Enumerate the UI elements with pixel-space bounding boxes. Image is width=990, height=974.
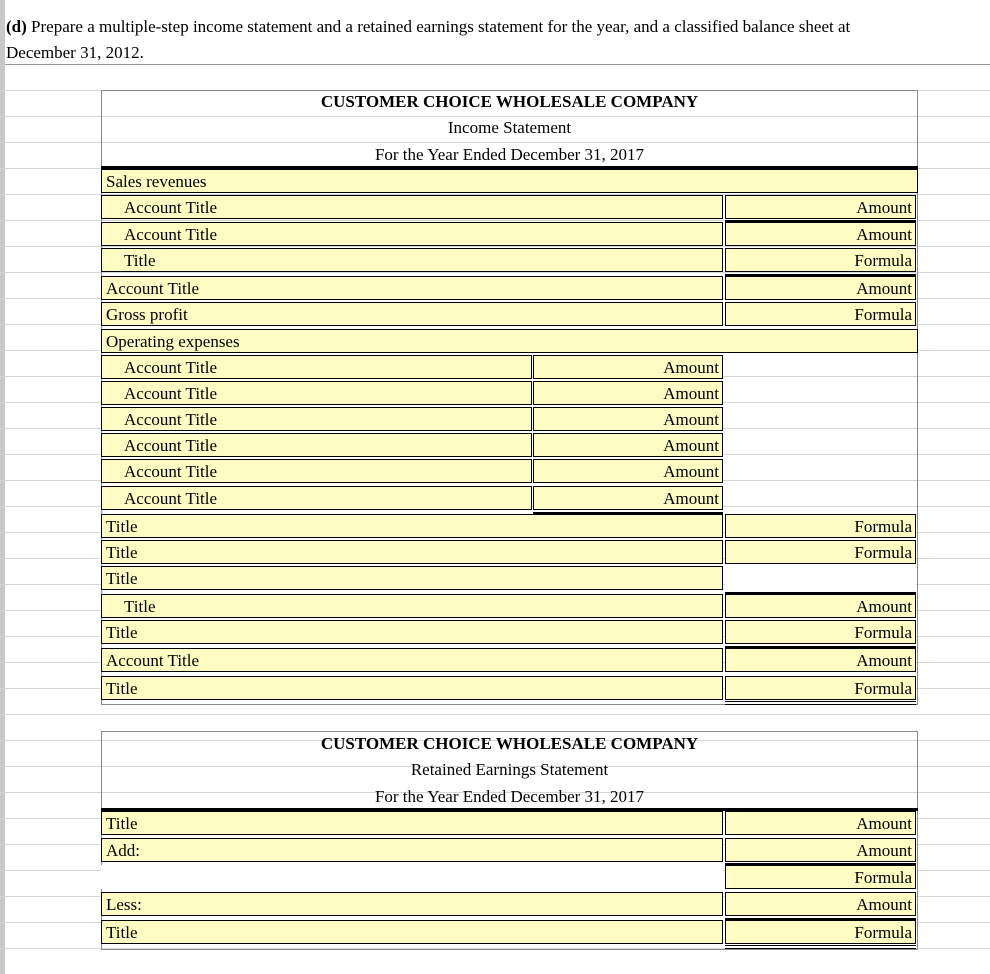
- income-row-label[interactable]: Title: [101, 248, 723, 272]
- income-row-amount[interactable]: Formula: [725, 620, 916, 644]
- income-row-label[interactable]: Account Title: [101, 459, 532, 483]
- income-row-amount[interactable]: Formula: [725, 514, 916, 538]
- income-row-label[interactable]: Account Title: [101, 381, 532, 405]
- income-row-amount[interactable]: [725, 566, 916, 590]
- total-underline: [725, 863, 916, 865]
- instruction-divider: [5, 64, 990, 65]
- income-row-label[interactable]: Title: [101, 514, 723, 538]
- re-row-label[interactable]: Title: [101, 811, 723, 835]
- income-row-label[interactable]: Operating expenses: [101, 329, 918, 353]
- income-row-mid-amount[interactable]: Amount: [533, 433, 723, 457]
- income-row-amount[interactable]: Amount: [725, 195, 916, 219]
- total-underline: [725, 274, 916, 276]
- re-row-amount[interactable]: Amount: [725, 811, 916, 835]
- instruction-text-line2: [6, 40, 990, 65]
- income-row-label[interactable]: Title: [101, 620, 723, 644]
- instruction-line1: Prepare a multiple-step income statement and a retained earnings statement for the year, and a classified balance sheet at: [31, 17, 851, 36]
- total-underline: [725, 592, 916, 594]
- income-row-amount[interactable]: Amount: [725, 276, 916, 300]
- income-row-mid-amount[interactable]: Amount: [533, 486, 723, 510]
- net-income-double-underline: [725, 701, 916, 705]
- income-row-mid-amount[interactable]: Amount: [533, 459, 723, 483]
- re-row-amount[interactable]: Amount: [725, 892, 916, 916]
- income-company-name: CUSTOMER CHOICE WHOLESALE COMPANY: [320, 92, 699, 111]
- income-row-mid-amount[interactable]: Amount: [533, 407, 723, 431]
- total-underline: [725, 220, 916, 222]
- ending-re-double-underline: [725, 945, 916, 949]
- income-row-amount[interactable]: Formula: [725, 302, 916, 326]
- income-row-amount[interactable]: Amount: [725, 222, 916, 246]
- income-row-label[interactable]: Account Title: [101, 433, 532, 457]
- instruction-text: [6, 14, 990, 39]
- instruction-part: (d): [6, 17, 27, 36]
- income-row-label[interactable]: Account Title: [101, 486, 532, 510]
- sheet-left-edge: [0, 0, 5, 974]
- income-row-label[interactable]: Title: [101, 566, 723, 590]
- re-row-amount[interactable]: Formula: [725, 865, 916, 889]
- re-row-label[interactable]: Less:: [101, 892, 723, 916]
- re-row-amount[interactable]: Amount: [725, 838, 916, 862]
- income-row-label[interactable]: Title: [101, 676, 723, 700]
- income-row-label[interactable]: Account Title: [101, 222, 723, 246]
- re-row-label[interactable]: Title: [101, 920, 723, 944]
- income-row-label[interactable]: Account Title: [101, 276, 723, 300]
- income-row-amount[interactable]: Amount: [725, 594, 916, 618]
- income-row-amount[interactable]: Formula: [725, 540, 916, 564]
- income-row-amount[interactable]: Formula: [725, 248, 916, 272]
- total-underline: [725, 646, 916, 648]
- income-row-label[interactable]: Account Title: [101, 195, 723, 219]
- income-row-mid-amount[interactable]: Amount: [533, 381, 723, 405]
- total-underline: [533, 512, 723, 514]
- income-row-label[interactable]: Sales revenues: [101, 169, 918, 193]
- income-row-amount[interactable]: Amount: [725, 648, 916, 672]
- re-row-amount[interactable]: Formula: [725, 920, 916, 944]
- re-statement-title: Retained Earnings Statement: [410, 760, 609, 779]
- total-underline: [725, 918, 916, 920]
- income-row-mid-amount[interactable]: Amount: [533, 355, 723, 379]
- re-row-label[interactable]: [101, 865, 723, 889]
- income-row-label[interactable]: Gross profit: [101, 302, 723, 326]
- re-company-name: CUSTOMER CHOICE WHOLESALE COMPANY: [320, 734, 699, 753]
- re-statement-period: For the Year Ended December 31, 2017: [374, 787, 645, 806]
- re-row-label[interactable]: Add:: [101, 838, 723, 862]
- income-row-amount[interactable]: Formula: [725, 676, 916, 700]
- income-row-label[interactable]: Account Title: [101, 355, 532, 379]
- income-statement-period: For the Year Ended December 31, 2017: [374, 145, 645, 164]
- income-row-label[interactable]: Title: [101, 594, 723, 618]
- income-row-label[interactable]: Account Title: [101, 407, 532, 431]
- income-row-label[interactable]: Title: [101, 540, 723, 564]
- income-row-label[interactable]: Account Title: [101, 648, 723, 672]
- gridline: [0, 714, 990, 715]
- income-statement-title: Income Statement: [447, 118, 572, 137]
- instruction-line2: December 31, 2012.: [6, 43, 144, 62]
